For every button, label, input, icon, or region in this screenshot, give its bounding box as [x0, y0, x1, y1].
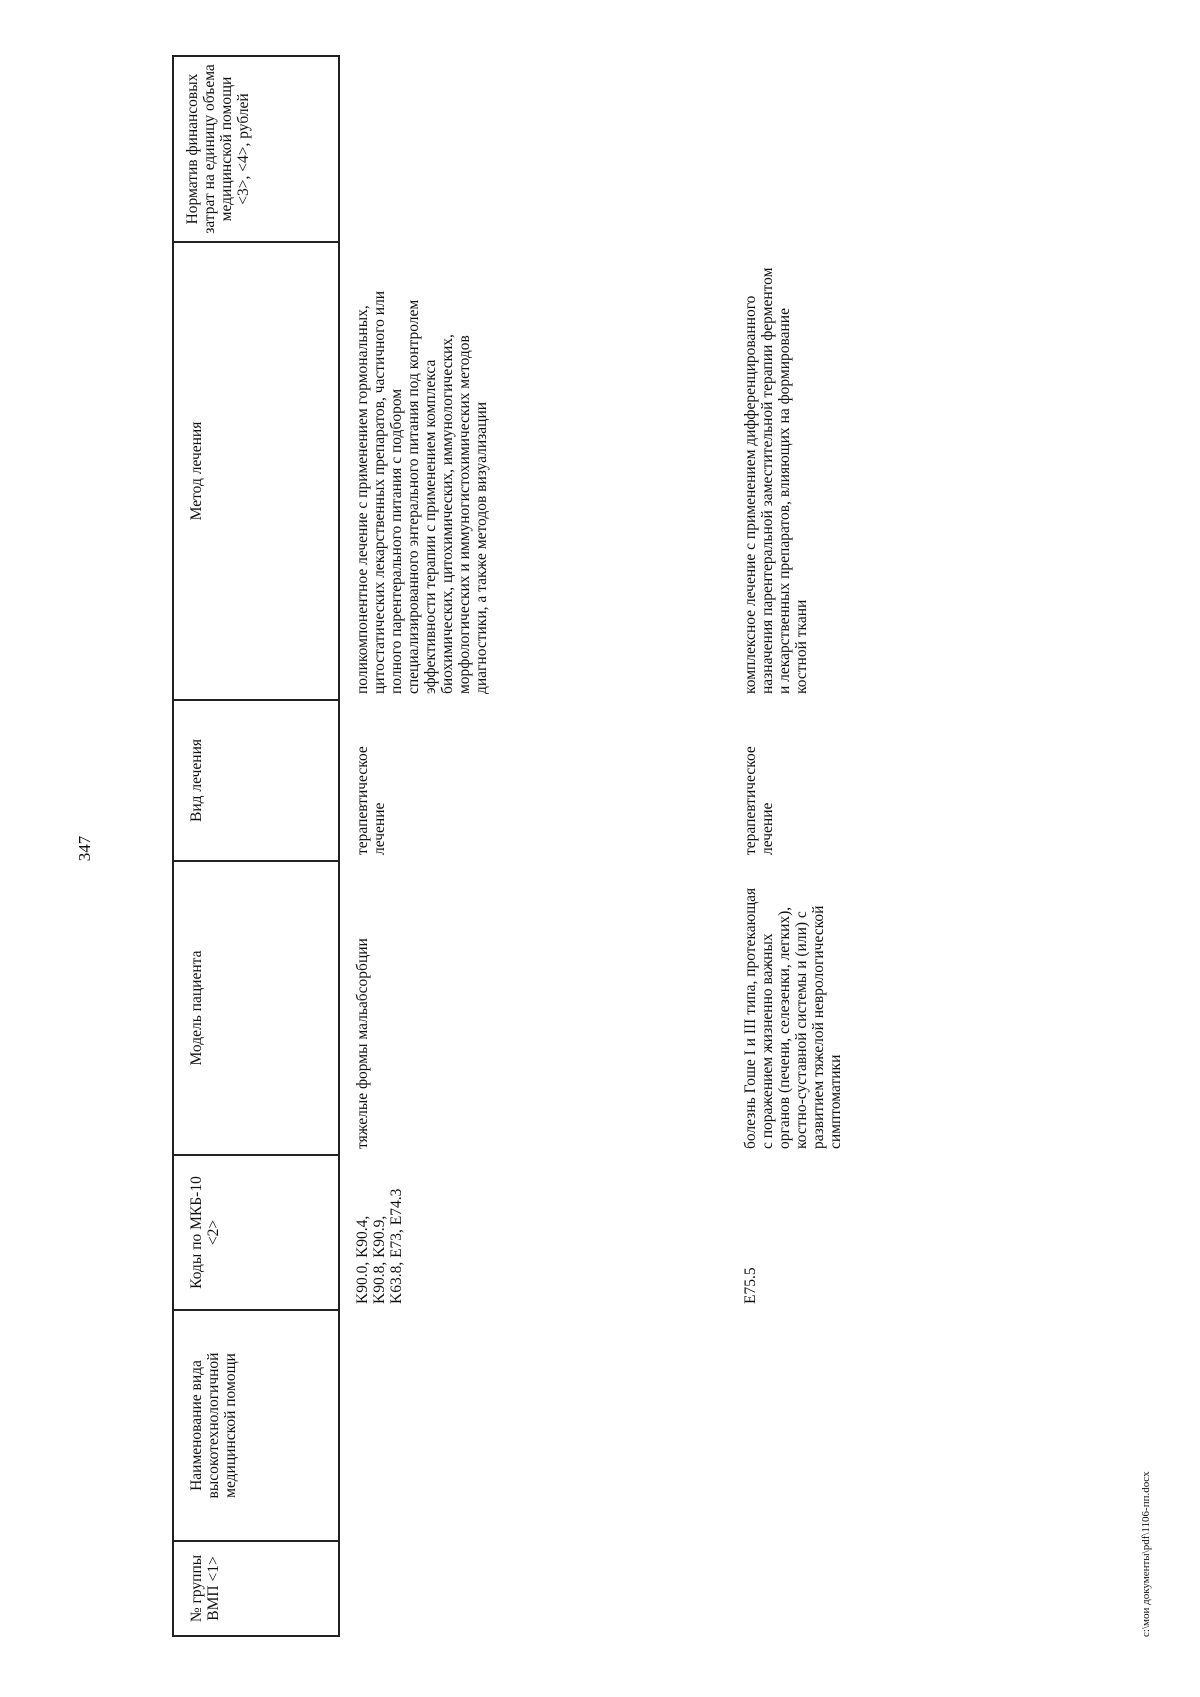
header-model: Модель пациента	[173, 861, 339, 1155]
cell-codes: K90.0, K90.4, K90.8, K90.9, K63.8, E73, E74.3	[354, 1188, 405, 1304]
vmp-table	[172, 55, 942, 1637]
cell-model: болезнь Гоше I и III типа, протекающая с поражением жизненно важных органов (печени, селезенки, легких), костно-суставной системы и (или) с развитием тяжелой неврологической симптоматики	[742, 887, 844, 1149]
cell-cost	[339, 56, 736, 242]
cell-method: комплексное лечение с применением дифференцированного назначения парентеральной заместительной терапии ферментом и лекарственных препаратов, влияющих на формирование костной ткани	[742, 267, 810, 694]
table-header-row	[173, 56, 339, 1636]
header-group: № группы ВМП <1>	[173, 1541, 339, 1636]
cell-name	[736, 1310, 942, 1541]
cell-group	[736, 1541, 942, 1636]
cell-model: тяжелые формы мальабсорбции	[354, 938, 371, 1149]
table-row	[339, 56, 736, 1636]
cell-cost	[736, 56, 942, 242]
table-row	[736, 56, 942, 1636]
footer-file-path: c:\мои документы\pdf\1106-пп.docx	[1140, 1471, 1152, 1637]
page-number: 347	[75, 835, 94, 862]
cell-group	[339, 1541, 736, 1636]
cell-name	[339, 1310, 736, 1541]
header-cost: Норматив финансовых затрат на единицу объема медицинской помощи <3>, <4>, рублей	[173, 56, 339, 242]
cell-codes: E75.5	[742, 1267, 759, 1304]
cell-type: терапевтическое лечение	[742, 746, 776, 855]
header-type: Вид лечения	[173, 700, 339, 861]
cell-method: поликомпонентное лечение с применением гормональных, цитостатических лекарственных препаратов, частичного или полного парентерального питания с подбором специализированного энтерального питания под контролем эффективности терапии с применением комплекса биохимических, цитохимических, иммунологических, морфологических и иммуногистохимических методов диагностики, а также методов визуализации	[354, 290, 490, 694]
header-name: Наименование вида высокотехнологичной медицинской помощи	[173, 1310, 339, 1541]
header-codes: Коды по МКБ-10 <2>	[173, 1155, 339, 1310]
cell-type: терапевтическое лечение	[354, 746, 388, 855]
header-method: Метод лечения	[173, 242, 339, 700]
